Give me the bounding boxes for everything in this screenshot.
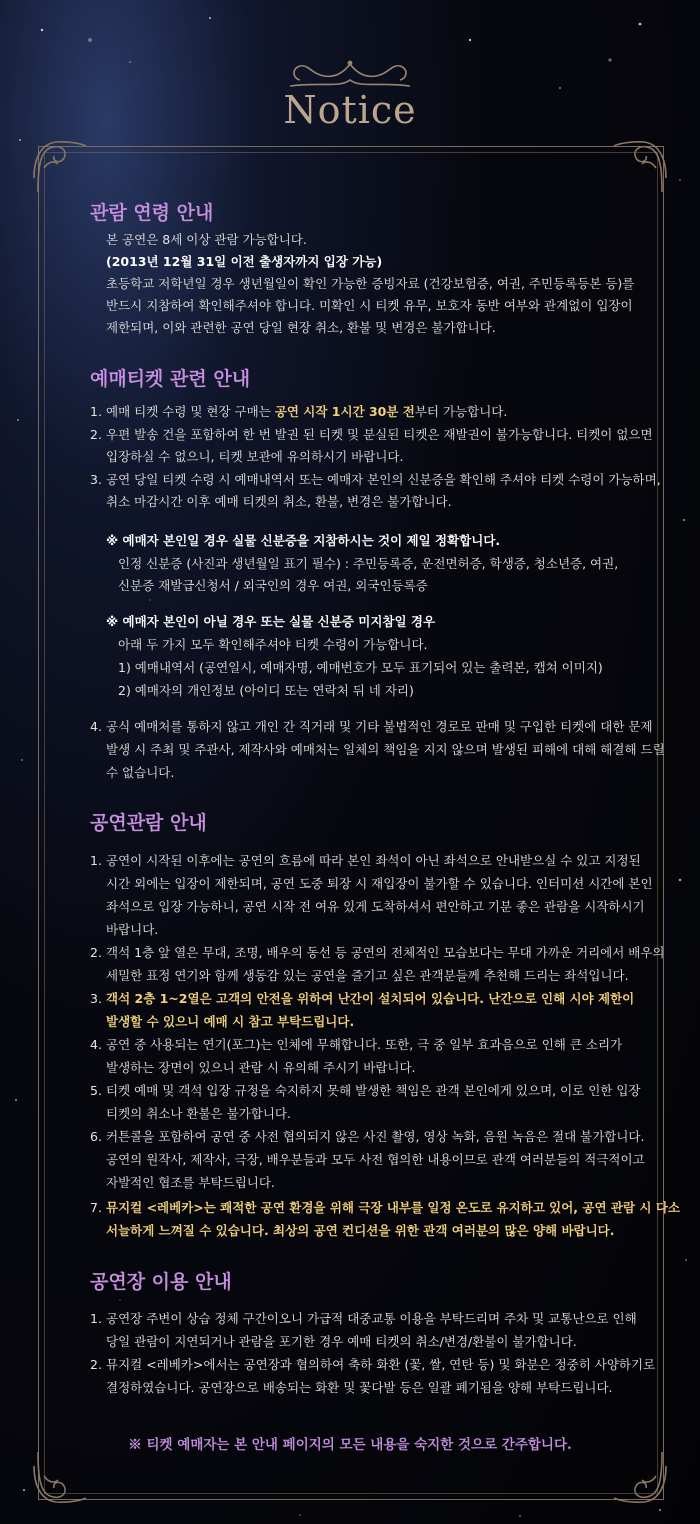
ticket-item-2: 입장하실 수 없으니, 티켓 보관에 유의하시기 바랍니다. (106, 449, 404, 464)
viewing-item-3: 객석 2층 1~2열은 고객의 안전을 위하여 난간이 설치되어 있습니다. 난간으로 인해 시야 제한이 (106, 991, 635, 1006)
viewing-item-1: 바랍니다. (106, 922, 159, 937)
viewing-item-5: 티켓의 취소나 환불은 불가합니다. (106, 1106, 291, 1121)
footer-notice: ※ 티켓 예매자는 본 안내 페이지의 모든 내용을 숙지한 것으로 간주합니다. (128, 1437, 572, 1453)
venue-item-2: 결정하였습니다. 공연장으로 배송되는 화환 및 꽃다발 등은 일괄 폐기됨을 양해 부탁드립니다. (106, 1380, 613, 1395)
viewing-item-5: 티켓 예매 및 객석 입장 규정을 숙지하지 못해 발생한 책임은 관객 본인에게 있으며, 이로 인한 입장 (106, 1083, 641, 1098)
ticket-note-1-title: ※ 예매자 본인일 경우 실물 신분증을 지참하시는 것이 제일 정확합니다. (106, 533, 501, 548)
list-number: 6. (90, 1129, 102, 1144)
age-line: 본 공연은 8세 이상 관람 가능합니다. (106, 232, 307, 247)
ticket-item-2: 우편 발송 건을 포함하여 한 번 발권 된 티켓 및 분실된 티켓은 재발권이 불가능합니다. 티켓이 없으면 (106, 427, 653, 442)
section-heading-venue: 공연장 이용 안내 (90, 1271, 232, 1293)
age-line: (2013년 12월 31일 이전 출생자까지 입장 가능) (106, 254, 383, 269)
ticket-note-2-line: 2) 예매자의 개인정보 (아이디 또는 연락처 뒤 네 자리) (118, 683, 414, 698)
list-number: 2. (90, 945, 102, 960)
viewing-item-2: 세밀한 표정 연기와 함께 생동감 있는 공연을 즐기고 싶은 관객분들께 추천해 드리는 좌석입니다. (106, 968, 629, 983)
list-number: 2. (90, 427, 102, 442)
list-number: 7. (90, 1200, 102, 1215)
viewing-item-6: 자발적인 협조를 부탁드립니다. (106, 1175, 275, 1190)
section-heading-age: 관람 연령 안내 (90, 202, 214, 224)
viewing-item-6: 공연의 원작사, 제작사, 극장, 배우분들과 모두 사전 협의한 내용이므로 관객 여러분들의 적극적이고 (106, 1152, 645, 1167)
ticket-item-4: 수 없습니다. (106, 765, 175, 780)
ticket-item-3: 취소 마감시간 이후 예매 티켓의 취소, 환불, 변경은 불가합니다. (106, 494, 452, 509)
section-heading-ticket: 예매티켓 관련 안내 (90, 368, 251, 390)
age-line: 제한되며, 이와 관련한 공연 당일 현장 취소, 환불 및 변경은 불가합니다. (106, 320, 496, 335)
viewing-item-4: 발생하는 장면이 있으니 관람 시 유의해 주시기 바랍니다. (106, 1060, 416, 1075)
ticket-item-1: 예매 티켓 수령 및 현장 구매는 공연 시작 1시간 30분 전부터 가능합니다. (106, 404, 508, 419)
ticket-note-2-line: 1) 예매내역서 (공연일시, 예매자명, 예매번호가 모두 표기되어 있는 출력본, 캡쳐 이미지) (118, 660, 603, 675)
age-line: 초등학교 저학년일 경우 생년월일이 확인 가능한 증빙자료 (건강보험증, 여권, 주민등록등본 등)를 (106, 276, 635, 291)
list-number: 1. (90, 1311, 102, 1326)
list-number: 3. (90, 472, 102, 487)
section-heading-viewing: 공연관람 안내 (90, 812, 207, 834)
viewing-item-4: 공연 중 사용되는 연기(포그)는 인체에 무해합니다. 또한, 극 중 일부 효과음으로 인해 큰 소리가 (106, 1037, 623, 1052)
viewing-item-3: 발생할 수 있으니 예매 시 참고 부탁드립니다. (106, 1014, 355, 1029)
viewing-item-6: 커튼콜을 포함하여 공연 중 사전 협의되지 않은 사진 촬영, 영상 녹화, 음원 녹음은 절대 불가합니다. (106, 1129, 645, 1144)
ticket-item-4: 발생 시 주최 및 주관사, 제작사와 예매처는 일체의 책임을 지지 않으며 발생된 피해에 대해 해결해 드릴 (106, 742, 665, 757)
list-number: 2. (90, 1357, 102, 1372)
list-number: 1. (90, 853, 102, 868)
list-number: 3. (90, 991, 102, 1006)
ticket-note-1-line: 신분증 재발급신청서 / 외국인의 경우 여권, 외국인등록증 (118, 578, 428, 593)
venue-item-1: 공연장 주변이 상습 정체 구간이오니 가급적 대중교통 이용을 부탁드리며 주차 및 교통난으로 인해 (106, 1311, 637, 1326)
viewing-item-7: 서늘하게 느껴질 수 있습니다. 최상의 공연 컨디션을 위한 관객 여러분의 많은 양해 바랍니다. (106, 1223, 615, 1238)
viewing-item-1: 공연이 시작된 이후에는 공연의 흐름에 따라 본인 좌석이 아닌 좌석으로 안내받으실 수 있고 지정된 (106, 853, 641, 868)
venue-item-1: 당일 관람이 지연되거나 관람을 포기한 경우 예매 티켓의 취소/변경/환불이 불가합니다. (106, 1334, 577, 1349)
viewing-item-7: 뮤지컬 <레베카>는 쾌적한 공연 환경을 위해 극장 내부를 일정 온도로 유지하고 있어, 공연 관람 시 다소 (106, 1200, 680, 1215)
ticket-item-4: 공식 예매처를 통하지 않고 개인 간 직거래 및 기타 불법적인 경로로 판매 및 구입한 티켓에 대한 문제 (106, 719, 653, 734)
ticket-note-2-line: 아래 두 가지 모두 확인해주셔야 티켓 수령이 가능합니다. (118, 637, 428, 652)
list-number: 1. (90, 404, 102, 419)
venue-item-2: 뮤지컬 <레베카>에서는 공연장과 협의하여 축하 화환 (꽃, 쌀, 연탄 등) 및 화분은 정중히 사양하기로 (106, 1357, 656, 1372)
ticket-note-2-title: ※ 예매자 본인이 아닐 경우 또는 실물 신분증 미지참일 경우 (106, 614, 436, 629)
ticket-item-3: 공연 당일 티켓 수령 시 예매내역서 또는 예매자 본인의 신분증을 확인해 주셔야 티켓 수령이 가능하며, (106, 472, 661, 487)
ticket-note-1-line: 인정 신분증 (사진과 생년월일 표기 필수) : 주민등록증, 운전면허증, 학생증, 청소년증, 여권, (118, 556, 619, 571)
page-title: Notice (283, 88, 417, 132)
viewing-item-1: 좌석으로 입장 가능하니, 공연 시작 전 여유 있게 도착하셔서 편안하고 기분 좋은 관람을 시작하시기 (106, 899, 645, 914)
list-number: 5. (90, 1083, 102, 1098)
list-number: 4. (90, 719, 102, 734)
age-line: 반드시 지참하여 확인해주셔야 합니다. 미확인 시 티켓 유무, 보호자 동반 여부와 관계없이 입장이 (106, 298, 633, 313)
viewing-item-2: 객석 1층 앞 열은 무대, 조명, 배우의 동선 등 공연의 전체적인 모습보다는 무대 가까운 거리에서 배우의 (106, 945, 665, 960)
list-number: 4. (90, 1037, 102, 1052)
viewing-item-1: 시간 외에는 입장이 제한되며, 공연 도중 퇴장 시 재입장이 불가할 수 있습니다. 인터미션 시간에 본인 (106, 876, 653, 891)
